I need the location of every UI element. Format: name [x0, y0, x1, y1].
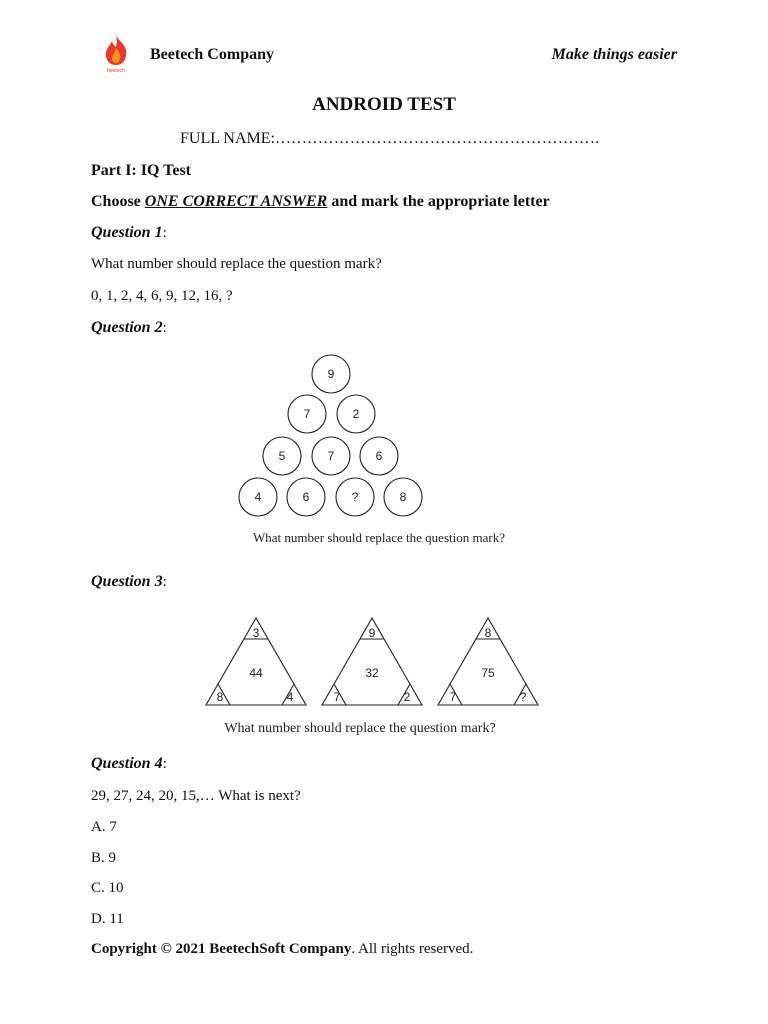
number-pyramid	[230, 348, 530, 552]
option-b: B. 9	[91, 850, 117, 866]
beetech-logo	[102, 34, 130, 74]
triangle-puzzle	[198, 612, 548, 742]
page-title: ANDROID TEST	[312, 94, 456, 115]
pyramid-cell: 7	[303, 407, 311, 421]
question-1-text: What number should replace the question mark?	[91, 256, 382, 272]
triangle-right: 4	[286, 690, 294, 704]
pyramid-cell: 2	[352, 407, 360, 421]
triangle-left: 8	[216, 690, 224, 704]
triangle-right: 2	[403, 690, 411, 704]
option-a: A. 7	[91, 819, 117, 835]
part1-heading: Part I: IQ Test	[91, 162, 191, 179]
question-2-caption: What number should replace the question mark?	[253, 530, 505, 545]
instruction-emphasis: ONE CORRECT ANSWER	[144, 193, 328, 210]
part1-instruction: Choose ONE CORRECT ANSWER and mark the appropriate letter	[91, 193, 550, 210]
triangle-top: 3	[252, 626, 260, 640]
pyramid-cell: 6	[302, 490, 310, 504]
question-4-text: 29, 27, 24, 20, 15,… What is next?	[91, 788, 301, 804]
pyramid-cell: 7	[327, 449, 335, 463]
option-c: C. 10	[91, 880, 124, 896]
pyramid-cell: 8	[399, 490, 407, 504]
footer-copyright: Copyright © 2021 BeetechSoft Company. All rights reserved.	[91, 941, 474, 957]
triangle-left: 7	[333, 690, 341, 704]
triangle-center: 32	[365, 666, 379, 680]
logo-wordmark: beetech	[107, 68, 125, 74]
question-3-label: Question 3:	[91, 573, 167, 590]
question-2-label: Question 2:	[91, 319, 167, 336]
pyramid-cell: 9	[327, 367, 335, 381]
question-3-caption: What number should replace the question mark?	[224, 721, 496, 736]
triangle-top: 8	[484, 626, 492, 640]
company-slogan: Make things easier	[551, 46, 677, 63]
pyramid-cell: ?	[351, 490, 359, 504]
full-name-field: FULL NAME:…………………………………………………….	[180, 130, 599, 147]
triangle-center: 75	[481, 666, 495, 680]
question-1-sequence: 0, 1, 2, 4, 6, 9, 12, 16, ?	[91, 288, 233, 304]
question-4-label: Question 4:	[91, 755, 167, 772]
pyramid-cell: 4	[254, 490, 262, 504]
pyramid-cell: 5	[278, 449, 286, 463]
triangle-right: ?	[519, 690, 527, 704]
triangle-top: 9	[368, 626, 376, 640]
option-d: D. 11	[91, 911, 124, 927]
company-name: Beetech Company	[150, 46, 274, 63]
pyramid-cell: 6	[375, 449, 383, 463]
triangle-left: 7	[449, 690, 457, 704]
question-1-label: Question 1:	[91, 224, 167, 241]
triangle-center: 44	[249, 666, 263, 680]
